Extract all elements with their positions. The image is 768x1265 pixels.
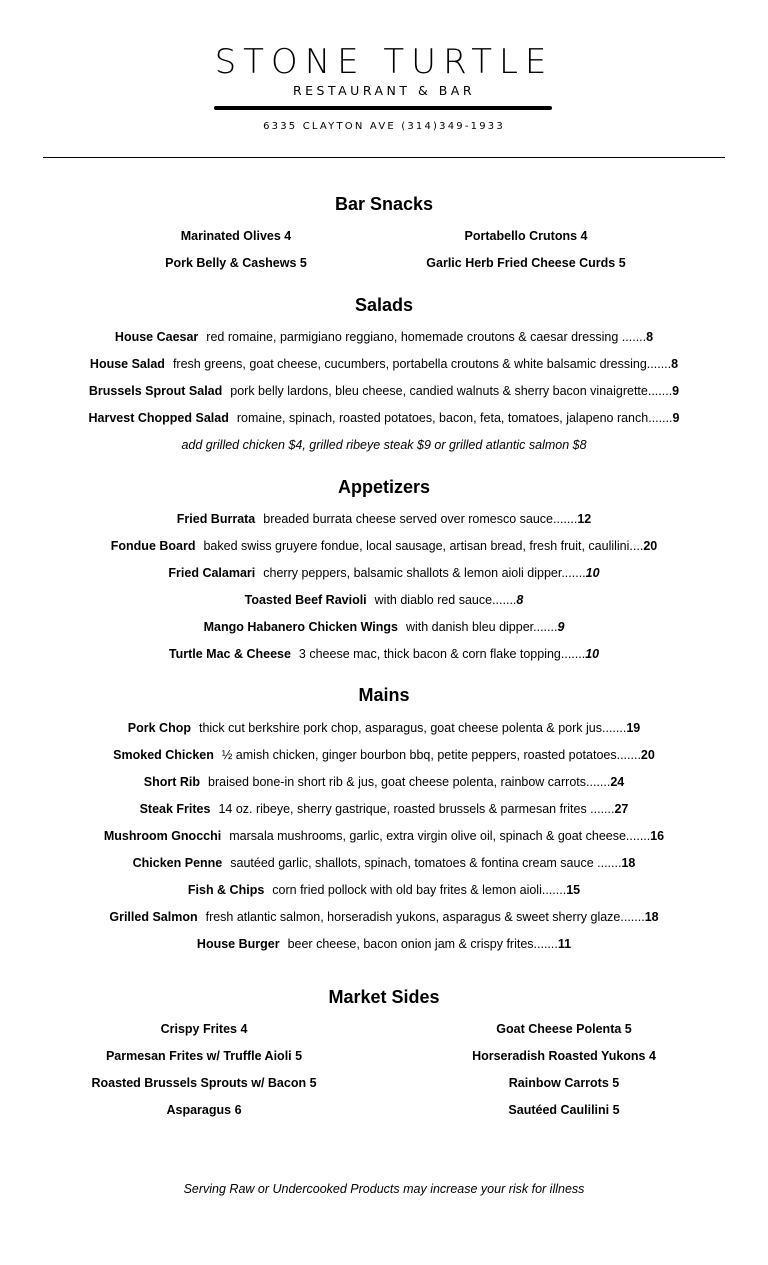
item-price: 20 bbox=[640, 748, 655, 762]
item-description: with danish bleu dipper....... bbox=[405, 620, 558, 634]
item-description: fresh greens, goat cheese, cucumbers, portabella croutons & white balsamic dressing....... bbox=[172, 357, 672, 371]
item-price: 27 bbox=[614, 802, 629, 816]
item-price: 11 bbox=[557, 937, 572, 951]
item-price: 24 bbox=[610, 775, 625, 789]
salad-addon-note: add grilled chicken $4, grilled ribeye steak $9 or grilled atlantic salmon $8 bbox=[181, 438, 587, 452]
item-description: with diablo red sauce....... bbox=[374, 593, 517, 607]
restaurant-subtitle: RESTAURANT & BAR bbox=[292, 83, 476, 98]
menu-item: Pork Belly & Cashews 5 bbox=[165, 256, 307, 270]
item-price: 15 bbox=[566, 883, 581, 897]
menu-item: Portabello Crutons 4 bbox=[464, 229, 588, 243]
menu-item bbox=[0, 646, 768, 662]
logo-underline bbox=[214, 106, 552, 110]
item-price: 10 bbox=[585, 566, 600, 580]
item-name: Fried Burrata bbox=[176, 512, 256, 526]
item-description: cherry peppers, balsamic shallots & lemon aioli dipper....... bbox=[263, 566, 586, 580]
restaurant-address: 6335 CLAYTON AVE (314)349-1933 bbox=[263, 121, 505, 132]
item-price: 12 bbox=[577, 512, 592, 526]
item-name: Fried Calamari bbox=[168, 566, 256, 580]
menu-item bbox=[0, 828, 768, 844]
item-price: 20 bbox=[643, 539, 658, 553]
section-title-bar-snacks: Bar Snacks bbox=[334, 194, 434, 214]
section-title-market-sides: Market Sides bbox=[328, 987, 440, 1007]
item-description: baked swiss gruyere fondue, local sausage, artisan bread, fresh fruit, caulilini.... bbox=[203, 539, 644, 553]
menu-item bbox=[0, 619, 768, 635]
menu-item bbox=[0, 855, 768, 871]
item-description: braised bone-in short rib & jus, goat cheese polenta, rainbow carrots....... bbox=[208, 775, 611, 789]
item-description: beer cheese, bacon onion jam & crispy frites....... bbox=[287, 937, 558, 951]
item-name: House Burger bbox=[196, 937, 280, 951]
item-name: Fish & Chips bbox=[187, 883, 265, 897]
menu-item bbox=[0, 356, 768, 372]
item-name: Harvest Chopped Salad bbox=[88, 411, 229, 425]
menu-item bbox=[0, 882, 768, 898]
item-description: ½ amish chicken, ginger bourbon bbq, petite peppers, roasted potatoes....... bbox=[221, 748, 641, 762]
item-name: House Caesar bbox=[114, 330, 199, 344]
item-description: 3 cheese mac, thick bacon & corn flake topping....... bbox=[298, 647, 586, 661]
menu-item bbox=[0, 538, 768, 554]
item-price: 19 bbox=[626, 721, 641, 735]
item-name: Mushroom Gnocchi bbox=[103, 829, 222, 843]
restaurant-name: STONE TURTLE bbox=[214, 42, 554, 82]
item-description: 14 oz. ribeye, sherry gastrique, roasted brussels & parmesan frites ....... bbox=[218, 802, 615, 816]
item-name: Grilled Salmon bbox=[109, 910, 198, 924]
menu-item: Asparagus 6 bbox=[166, 1103, 242, 1117]
menu-item: Parmesan Frites w/ Truffle Aioli 5 bbox=[105, 1049, 303, 1063]
menu-item: Roasted Brussels Sprouts w/ Bacon 5 bbox=[91, 1076, 317, 1090]
item-name: Short Rib bbox=[143, 775, 201, 789]
menu-item bbox=[0, 936, 768, 952]
item-description: thick cut berkshire pork chop, asparagus, goat cheese polenta & pork jus....... bbox=[198, 721, 627, 735]
menu-item bbox=[0, 511, 768, 527]
item-name: Smoked Chicken bbox=[113, 748, 214, 762]
menu-item: Goat Cheese Polenta 5 bbox=[496, 1022, 632, 1036]
item-description: fresh atlantic salmon, horseradish yukons, asparagus & sweet sherry glaze....... bbox=[205, 910, 645, 924]
menu-item: Horseradish Roasted Yukons 4 bbox=[472, 1049, 656, 1063]
item-price: 18 bbox=[644, 910, 659, 924]
item-name: House Salad bbox=[89, 357, 165, 371]
item-description: pork belly lardons, bleu cheese, candied walnuts & sherry bacon vinaigrette....... bbox=[230, 384, 673, 398]
header-divider bbox=[43, 157, 725, 158]
item-description: sautéed garlic, shallots, spinach, tomatoes & fontina cream sauce ....... bbox=[230, 856, 622, 870]
item-price: 8 bbox=[671, 357, 679, 371]
raw-food-warning: Serving Raw or Undercooked Products may increase your risk for illness bbox=[183, 1182, 585, 1196]
item-name: Chicken Penne bbox=[132, 856, 223, 870]
menu-item: Marinated Olives 4 bbox=[180, 229, 292, 243]
item-price: 9 bbox=[557, 620, 565, 634]
menu-item bbox=[0, 329, 768, 345]
item-name: Toasted Beef Ravioli bbox=[244, 593, 367, 607]
item-price: 9 bbox=[672, 411, 680, 425]
item-price: 9 bbox=[672, 384, 680, 398]
item-description: breaded burrata cheese served over romesco sauce....... bbox=[263, 512, 578, 526]
item-description: romaine, spinach, roasted potatoes, bacon, feta, tomatoes, jalapeno ranch....... bbox=[236, 411, 673, 425]
item-price: 8 bbox=[516, 593, 524, 607]
menu-item: Garlic Herb Fried Cheese Curds 5 bbox=[426, 256, 626, 270]
menu-item bbox=[0, 383, 768, 399]
item-name: Turtle Mac & Cheese bbox=[168, 647, 291, 661]
item-description: red romaine, parmigiano reggiano, homemade croutons & caesar dressing ....... bbox=[206, 330, 647, 344]
menu-item: Crispy Frites 4 bbox=[160, 1022, 248, 1036]
section-title-mains: Mains bbox=[358, 685, 410, 705]
item-name: Fondue Board bbox=[110, 539, 196, 553]
item-price: 10 bbox=[585, 647, 600, 661]
menu-item bbox=[0, 747, 768, 763]
menu-item bbox=[0, 565, 768, 581]
item-name: Pork Chop bbox=[127, 721, 191, 735]
item-name: Mango Habanero Chicken Wings bbox=[203, 620, 398, 634]
menu-item bbox=[0, 774, 768, 790]
item-description: corn fried pollock with old bay frites & lemon aioli....... bbox=[272, 883, 567, 897]
item-description: marsala mushrooms, garlic, extra virgin olive oil, spinach & goat cheese....... bbox=[229, 829, 651, 843]
menu-item: Rainbow Carrots 5 bbox=[508, 1076, 620, 1090]
menu-item bbox=[0, 592, 768, 608]
item-price: 18 bbox=[621, 856, 636, 870]
item-name: Steak Frites bbox=[139, 802, 211, 816]
menu-item bbox=[0, 801, 768, 817]
item-price: 8 bbox=[646, 330, 654, 344]
menu-item bbox=[0, 720, 768, 736]
menu-item: Sautéed Caulilini 5 bbox=[508, 1103, 620, 1117]
section-title-salads: Salads bbox=[354, 295, 414, 315]
section-title-appetizers: Appetizers bbox=[337, 477, 431, 497]
menu-item bbox=[0, 909, 768, 925]
item-price: 16 bbox=[650, 829, 665, 843]
item-name: Brussels Sprout Salad bbox=[88, 384, 223, 398]
menu-item bbox=[0, 410, 768, 426]
